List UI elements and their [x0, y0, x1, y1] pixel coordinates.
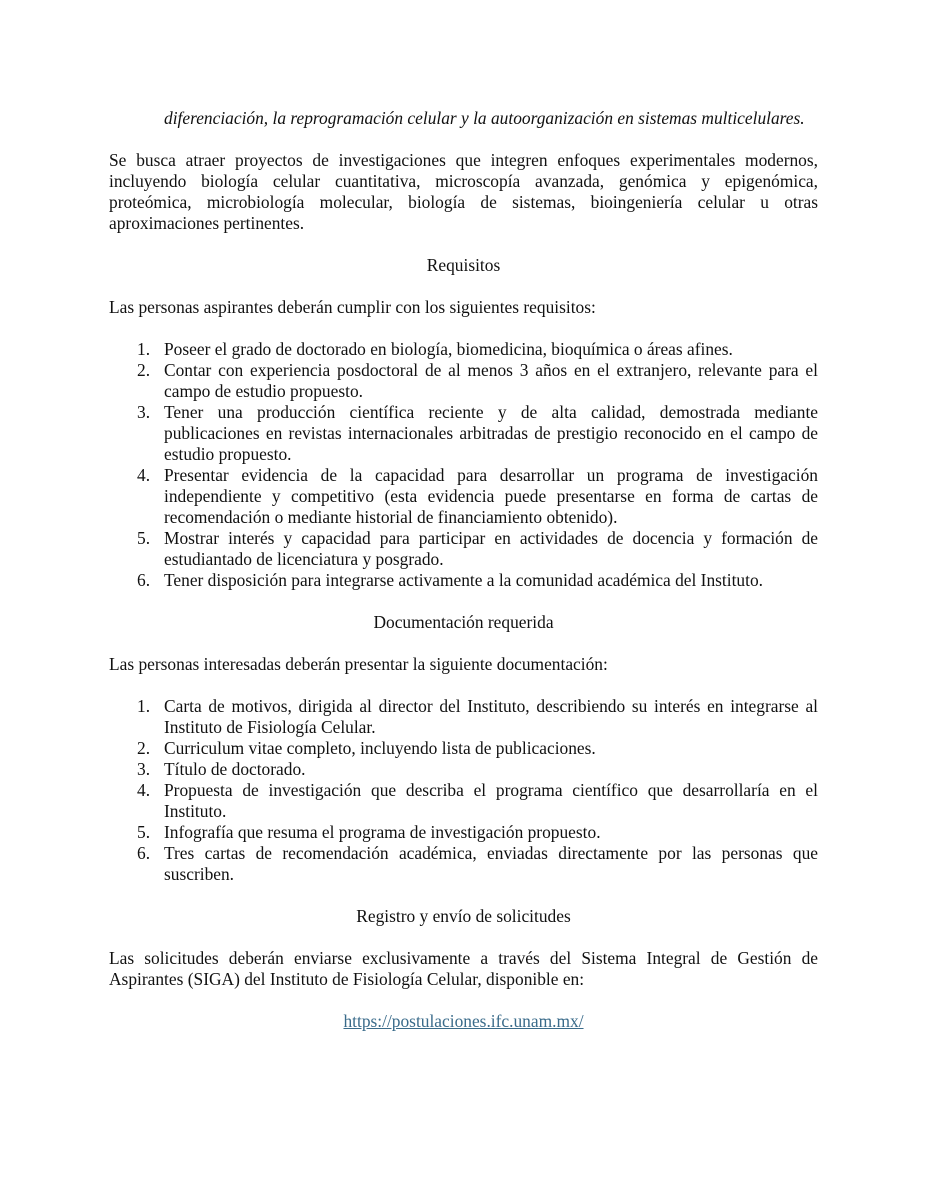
- list-item-text: Carta de motivos, dirigida al director del Instituto, describiendo su interés en integrarse al Instituto de Fisiología Celular.: [164, 696, 818, 737]
- postulaciones-link[interactable]: https://postulaciones.ifc.unam.mx/: [343, 1011, 584, 1031]
- list-item: [109, 528, 818, 570]
- list-item-text: Infografía que resuma el programa de investigación propuesto.: [164, 822, 601, 842]
- documentacion-heading: Documentación requerida: [373, 612, 554, 632]
- requisitos-list: [109, 339, 818, 591]
- intro-italic-text: diferenciación, la reprogramación celular y la autoorganización en sistemas multicelulares.: [164, 108, 805, 128]
- list-item: [109, 738, 818, 759]
- list-item-text: Tres cartas de recomendación académica, enviadas directamente por las personas que suscriben.: [164, 843, 818, 884]
- list-item-text: Curriculum vitae completo, incluyendo lista de publicaciones.: [164, 738, 596, 758]
- intro-paragraph: Se busca atraer proyectos de investigaciones que integren enfoques experimentales modernos, incluyendo biología celular cuantitativa, microscopía avanzada, genómica y epigenómica, proteómica, microbiología molecular, biología de sistemas, bioingeniería celular u otras aproximaciones pertinentes.: [109, 150, 818, 233]
- list-item: [109, 360, 818, 402]
- list-number: 3.: [137, 402, 151, 422]
- list-number: 4.: [137, 780, 151, 800]
- list-number: 3.: [137, 759, 151, 779]
- list-number: 2.: [137, 738, 151, 758]
- registro-link-line: [109, 1011, 818, 1032]
- requisitos-heading: Requisitos: [426, 255, 501, 275]
- list-number: 1.: [137, 696, 151, 716]
- list-number: 2.: [137, 360, 151, 380]
- list-number: 5.: [137, 528, 151, 548]
- registro-paragraph: Las solicitudes deberán enviarse exclusivamente a través del Sistema Integral de Gestión de Aspirantes (SIGA) del Instituto de Fisiología Celular, disponible en:: [109, 948, 818, 989]
- list-number: 6.: [137, 843, 151, 863]
- list-item: [109, 696, 818, 738]
- list-number: 4.: [137, 465, 151, 485]
- list-number: 5.: [137, 822, 151, 842]
- list-item: [109, 402, 818, 465]
- list-item: [109, 843, 818, 885]
- list-number: 1.: [137, 339, 151, 359]
- list-item: [109, 465, 818, 528]
- list-item: [109, 570, 818, 591]
- documentacion-lead: Las personas interesadas deberán presentar la siguiente documentación:: [109, 654, 608, 674]
- list-item-text: Tener una producción científica reciente y de alta calidad, demostrada mediante publicaciones en revistas internacionales arbitradas de prestigio reconocido en el campo de estudio propuesto.: [164, 402, 818, 464]
- list-number: 6.: [137, 570, 151, 590]
- list-item-text: Mostrar interés y capacidad para participar en actividades de docencia y formación de estudiantado de licenciatura y posgrado.: [164, 528, 818, 569]
- list-item-text: Contar con experiencia posdoctoral de al menos 3 años en el extranjero, relevante para el campo de estudio propuesto.: [164, 360, 818, 401]
- list-item-text: Propuesta de investigación que describa el programa científico que desarrollaría en el Instituto.: [164, 780, 818, 821]
- registro-heading: Registro y envío de solicitudes: [356, 906, 571, 926]
- list-item-text: Presentar evidencia de la capacidad para desarrollar un programa de investigación independiente y competitivo (esta evidencia puede presentarse en forma de cartas de recomendación o mediante historial de financiamiento obtenido).: [164, 465, 818, 527]
- list-item: [109, 822, 818, 843]
- list-item-text: Tener disposición para integrarse activamente a la comunidad académica del Instituto.: [164, 570, 763, 590]
- requisitos-lead: Las personas aspirantes deberán cumplir con los siguientes requisitos:: [109, 297, 596, 317]
- list-item: [109, 339, 818, 360]
- list-item: [109, 759, 818, 780]
- list-item: [109, 780, 818, 822]
- list-item-text: Título de doctorado.: [164, 759, 306, 779]
- list-item-text: Poseer el grado de doctorado en biología, biomedicina, bioquímica o áreas afines.: [164, 339, 733, 359]
- documentacion-list: [109, 696, 818, 885]
- document-content: [109, 108, 818, 1032]
